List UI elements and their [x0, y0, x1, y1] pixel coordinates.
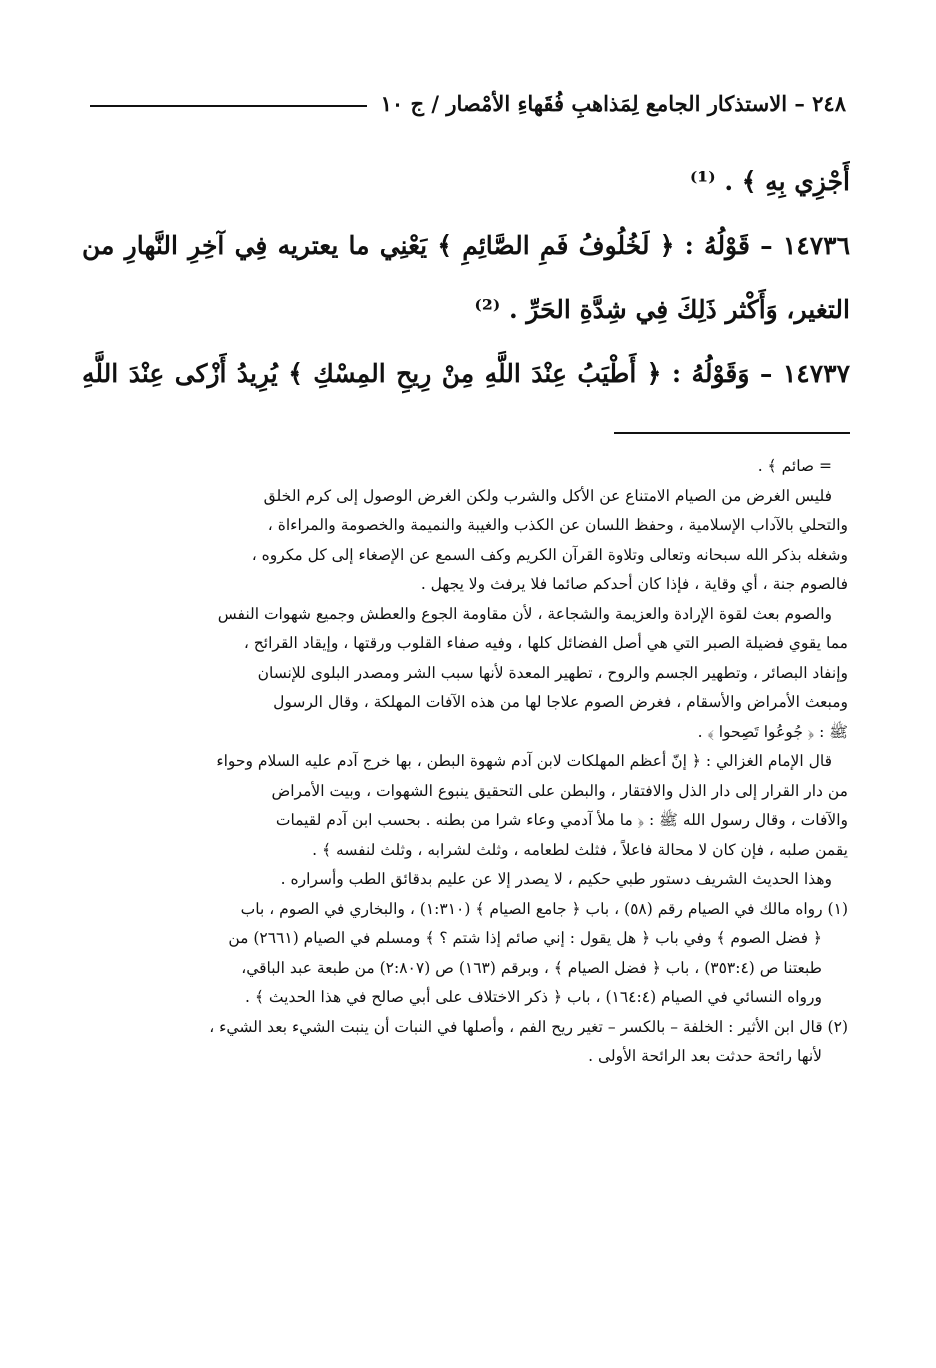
- main-line: ١٤٧٣٦ – قَوْلُهُ : ﴿ لَخُلُوفُ فَمِ الصَّائِمِ ﴾ يَعْنِي ما يعتريه فِي آخِرِ النَّهارِ من: [82, 231, 850, 260]
- running-header: [90, 86, 846, 120]
- footnote-line: يقمن صلبه ، فإن كان لا محالة فاعلاً ، فثلث لطعامه ، وثلث لشرابه ، وثلث لنفسه ﴾ .: [312, 840, 848, 859]
- footnote-line: من دار القرار إلى دار الذل والافتقار ، والبطن على التحقيق ينبوع الشهوات ، وبيت الأمراض: [271, 781, 848, 800]
- main-line: ١٤٧٣٧ – وَقَوْلُهُ : ﴿ أَطْيَبُ عِنْدَ اللَّهِ مِنْ رِيحِ المِسْكِ ﴾ يُرِيدُ أَزْكى عِنْدَ اللَّهِ: [82, 359, 850, 388]
- footnote-line: قال الإمام الغزالي : ﴿ إنّ أعظم المهلكات لابن آدم شهوة البطن ، بها خرج آدم عليه السلام وحواء: [216, 752, 832, 770]
- footnote-line: مما يقوي فضيلة الصبر التي هي أصل الفضائل كلها ، وفيه صفاء القلوب ورقتها ، وإيقاد القرائح ،: [243, 634, 848, 652]
- footnote-line: وإنفاد البصائر ، وتطهير الجسم والروح ، تطهير المعدة لأنها سبب الشر ومصدر البلوى للإنسان: [257, 663, 848, 682]
- footnote-line: فالصوم جنة ، أي وقاية ، فإذا كان أحدكم صائما فلا يرفث ولا يجهل .: [420, 575, 848, 593]
- footnote-line: طبعتنا ص (٣٥٣:٤) ، باب ﴿ فضل الصيام ﴾ ، وبرقم (١٦٣) ص (٢:٨٠٧) من طبعة عبد الباقي،: [241, 958, 822, 977]
- footnote-line: (١) رواه مالك في الصيام رقم (٥٨) ، باب ﴿ جامع الصيام ﴾ (١:٣١٠) ، والبخاري في الصوم ، باب: [240, 899, 848, 918]
- header-rule: [90, 105, 367, 107]
- footnotes: [84, 452, 848, 1072]
- main-text: [82, 150, 850, 406]
- footnote-line: ﷺ : ﴿ جُوعُوا تَصِحوا ﴾ .: [697, 722, 848, 741]
- footnote-line: والصوم بعث لقوة الإرادة والعزيمة والشجاعة ، لأن مقاومة الجوع والعطش وجميع شهوات النفس: [217, 604, 832, 623]
- main-line: أَجْزِي بِهِ ﴾ . ⁽¹⁾: [689, 167, 850, 196]
- main-line: التغير، وَأَكْثر ذَلِكَ فِي شِدَّةِ الحَرِّ . ⁽²⁾: [474, 295, 850, 324]
- footnote-line: وشغله بذكر الله سبحانه وتعالى وتلاوة القرآن الكريم وكف السمع عن الإصغاء إلى كل مكروه ،: [251, 545, 848, 564]
- footnote-line: = صائم ﴾ .: [757, 457, 832, 475]
- footnote-line: وهذا الحديث الشريف دستور طبي حكيم ، لا يصدر إلا عن عليم بدقائق الطب وأسراره .: [280, 870, 832, 888]
- header-title: ٢٤٨ – الاستذكار الجامع لِمَذاهبِ فُقَهاءِ الأمْصار / ج ١٠: [380, 90, 846, 116]
- footnote-line: والآفات ، وقال رسول الله ﷺ : ﴿ ما ملأ آدمي وعاء شرا من بطنه . بحسب ابن آدم لقيمات: [275, 811, 848, 829]
- footnote-separator: [614, 432, 850, 434]
- footnote-line: ومبعث الأمراض والأسقام ، فغرض الصوم علاجا لها من هذه الآفات المهلكة ، وقال الرسول: [273, 693, 848, 711]
- footnote-line: ورواه النسائي في الصيام (١٦٤:٤) ، باب ﴿ ذكر الاختلاف على أبي صالح في هذا الحديث ﴾ .: [245, 988, 822, 1006]
- footnote-line: ﴿ فضل الصوم ﴾ وفي باب ﴿ هل يقول : إني صائم إذا شتم ؟ ﴾ ومسلم في الصيام (٢٦٦١) من: [228, 929, 822, 947]
- footnote-line: والتحلي بالآداب الإسلامية ، وحفظ اللسان عن الكذب والغيبة والنميمة والخصومة والمراءاة ،: [267, 516, 848, 534]
- footnote-line: فليس الغرض من الصيام الامتناع عن الأكل والشرب ولكن الغرض الوصول إلى كرم الخلق: [263, 486, 832, 505]
- footnote-line: لأنها رائحة حدثت بعد الرائحة الأولى .: [588, 1047, 822, 1065]
- footnote-line: (٢) قال ابن الأثير : الخلفة – بالكسر – تغير ريح الفم ، وأصلها في النبات أن ينبت الشيء بعد الشيء ،: [209, 1017, 848, 1036]
